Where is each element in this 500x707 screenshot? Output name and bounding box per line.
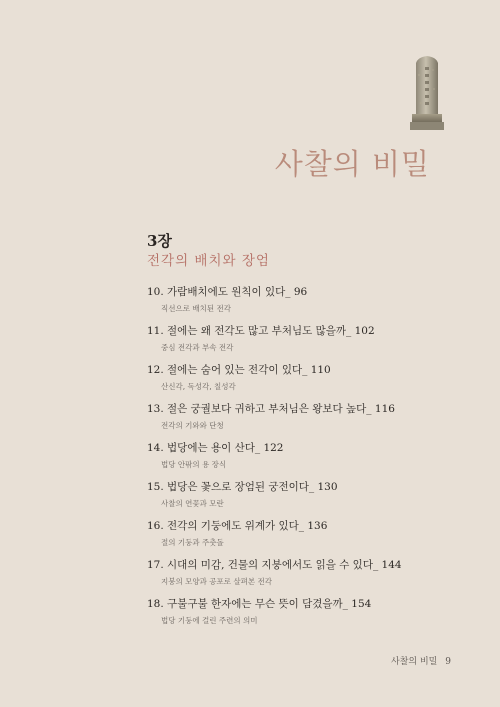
toc-entry-title: 15. 법당은 꽃으로 장엄된 궁전이다_ 130 (147, 481, 338, 493)
toc-entry[interactable] (147, 598, 447, 637)
toc-entry-title: 14. 법당에는 용이 산다_ 122 (147, 442, 284, 454)
toc-entry-title: 12. 절에는 숨어 있는 전각이 있다_ 110 (147, 364, 331, 376)
book-title: 사찰의 비밀 (274, 147, 430, 181)
toc-entry-title: 17. 시대의 미감, 건물의 지붕에서도 읽을 수 있다_ 144 (147, 559, 402, 571)
toc-entry[interactable] (147, 481, 447, 520)
toc-entry[interactable] (147, 403, 447, 442)
toc-entry[interactable] (147, 364, 447, 403)
toc-entry[interactable] (147, 442, 447, 481)
chapter-title: 전각의 배치와 장엄 (147, 253, 270, 269)
toc-entry-subtitle: 법당 기둥에 걸린 주련의 의미 (161, 616, 258, 625)
toc-entry-title: 11. 절에는 왜 전각도 많고 부처님도 많을까_ 102 (147, 325, 375, 337)
toc-entry[interactable] (147, 286, 447, 325)
toc-entry-subtitle: 전각의 기와와 단청 (161, 421, 224, 430)
chapter-number: 3장 (147, 232, 172, 250)
stone-stele-image (410, 55, 444, 130)
toc-entry-subtitle: 직선으로 배치된 전각 (161, 304, 231, 313)
toc-entry-subtitle: 지붕의 모양과 공포로 살펴본 전각 (161, 577, 272, 586)
toc-entry-title: 18. 구불구불 한자에는 무슨 뜻이 담겼을까_ 154 (147, 598, 372, 610)
toc-entry-subtitle: 절의 기둥과 주춧돌 (161, 538, 224, 547)
toc-entry-subtitle: 산신각, 독성각, 칠성각 (161, 382, 236, 391)
toc-entry-title: 13. 절은 궁궐보다 귀하고 부처님은 왕보다 높다_ 116 (147, 403, 395, 415)
toc-entry-title: 10. 가람배치에도 원칙이 있다_ 96 (147, 286, 308, 298)
toc-entry[interactable] (147, 520, 447, 559)
toc-entry[interactable] (147, 325, 447, 364)
toc-entry-subtitle: 중심 전각과 부속 전각 (161, 343, 234, 352)
toc-entry-title: 16. 전각의 기둥에도 위계가 있다_ 136 (147, 520, 328, 532)
toc-entry-subtitle: 법당 안팎의 용 장식 (161, 460, 227, 469)
page-footer (391, 654, 451, 667)
running-title: 사찰의 비밀 (391, 657, 438, 667)
page-number: 9 (445, 657, 451, 667)
toc-entry[interactable] (147, 559, 447, 598)
table-of-contents (147, 286, 447, 637)
toc-entry-subtitle: 사찰의 연꽃과 모란 (161, 499, 224, 508)
